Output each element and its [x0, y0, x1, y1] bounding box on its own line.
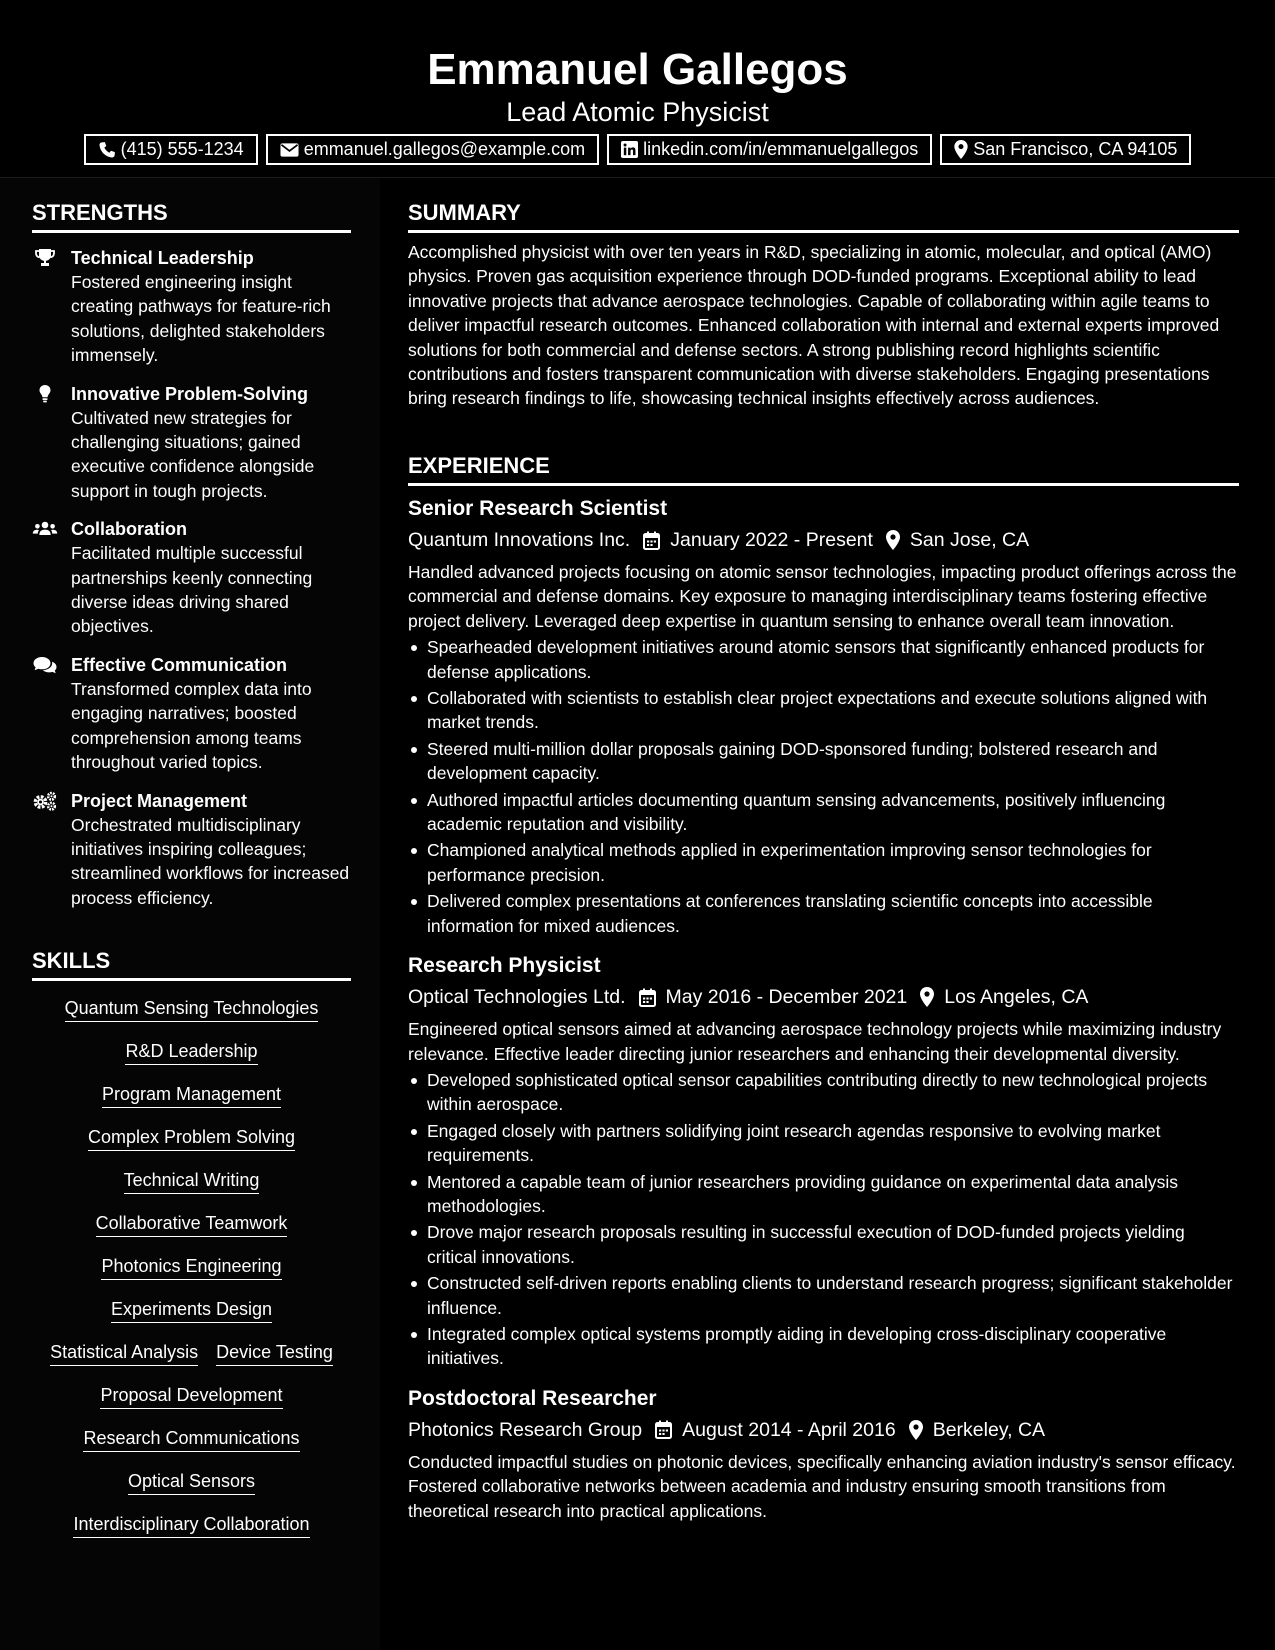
- contact-email-text: emmanuel.gallegos@example.com: [303, 139, 586, 159]
- job-dates: August 2014 - April 2016: [682, 1418, 896, 1441]
- contact-location-text: San Francisco, CA 94105: [973, 139, 1178, 159]
- bullet-item: Engaged closely with partners solidifying joint research agendas responsive to evolving market requirements.: [408, 1119, 1239, 1168]
- skill-tag: Program Management: [102, 1082, 281, 1108]
- trophy-icon: [32, 248, 58, 268]
- job-company: Optical Technologies Ltd.: [408, 986, 626, 1009]
- bullet-item: Authored impactful articles documenting quantum sensing advancements, positively influencing academic reputation and visibility.: [408, 788, 1239, 837]
- bullet-item: Steered multi-million dollar proposals gaining DOD-sponsored funding; bolstered research and development capacity.: [408, 737, 1239, 786]
- strength-name: Technical Leadership: [71, 248, 254, 268]
- bullet-item: Constructed self-driven reports enabling clients to understand research progress; significant stakeholder influence.: [408, 1271, 1239, 1320]
- job-bullets: [408, 1068, 1239, 1371]
- job-title: Senior Research Scientist: [408, 497, 668, 520]
- strengths-heading: STRENGTHS: [32, 200, 351, 233]
- contact-location[interactable]: [940, 134, 1191, 165]
- job-description: Handled advanced projects focusing on atomic sensor technologies, impacting product offerings across the commercial and defense domains. Key exposure to managing interdisciplinary teams fostering effective project delivery. Leveraged deep expertise in quantum sensing to enhance overall team innovation.: [408, 562, 1237, 631]
- job-description: Conducted impactful studies on photonic devices, specifically enhancing aviation industry's sensor efficacy. Fostered collaborative networks between academia and industry ensuring smooth transitions from theoretical research into practical applications.: [408, 1451, 1236, 1521]
- skill-tag: Technical Writing: [124, 1168, 260, 1194]
- resume-header: [0, 0, 1275, 178]
- strength-item: [32, 653, 351, 775]
- strength-desc: Facilitated multiple successful partnerships keenly connecting diverse ideas driving shared objectives.: [71, 543, 313, 637]
- bullet-item: Collaborated with scientists to establish clear project expectations and execute solutions aligned with market trends.: [408, 686, 1239, 735]
- map-marker-icon: [909, 1420, 923, 1440]
- skill-tag: Device Testing: [216, 1340, 333, 1366]
- strength-desc: Cultivated new strategies for challenging situations; gained executive confidence alongside support in tough projects.: [71, 407, 315, 501]
- bullet-item: Delivered complex presentations at conferences translating scientific concepts into accessible information for mixed audiences.: [408, 889, 1239, 938]
- job-bullets: [408, 635, 1239, 938]
- job-title: Research Physicist: [408, 954, 601, 978]
- skills-list: [32, 996, 351, 1538]
- map-marker-icon: [954, 140, 968, 159]
- job-title: Postdoctoral Researcher: [408, 1386, 657, 1410]
- skill-tag: Research Communications: [83, 1426, 299, 1452]
- skill-tag: Proposal Development: [100, 1383, 282, 1409]
- bullet-item: Integrated complex optical systems promptly aiding in developing cross-disciplinary cooperative initiatives.: [408, 1322, 1239, 1371]
- strength-item: [32, 246, 351, 368]
- contact-bar: [0, 134, 1275, 165]
- job-location: San Jose, CA: [909, 529, 1030, 551]
- strength-desc: Fostered engineering insight creating pathways for feature-rich solutions, delighted stakeholders immensely.: [71, 272, 331, 366]
- bullet-item: Drove major research proposals resulting in successful execution of DOD-funded projects yielding critical innovations.: [408, 1220, 1239, 1269]
- contact-phone-text: (415) 555-1234: [120, 139, 244, 159]
- strength-name: Effective Communication: [71, 654, 288, 675]
- job-company: Quantum Innovations Inc.: [408, 529, 631, 551]
- users-icon: [32, 519, 58, 539]
- main-column: [380, 178, 1275, 1650]
- map-marker-icon: [886, 530, 900, 550]
- calendar-icon: [639, 988, 656, 1007]
- job-entry: [408, 1385, 1239, 1523]
- contact-phone[interactable]: [84, 134, 258, 165]
- job-meta: [408, 983, 1239, 1011]
- contact-linkedin[interactable]: [607, 134, 932, 165]
- contact-linkedin-text: linkedin.com/in/emmanuelgallegos: [643, 139, 919, 159]
- job-dates: May 2016 - December 2021: [665, 986, 908, 1009]
- phone-icon: [98, 141, 116, 159]
- skills-heading: SKILLS: [32, 948, 351, 981]
- strength-item: [32, 517, 351, 639]
- job-entry: [408, 952, 1239, 1371]
- calendar-icon: [643, 531, 660, 550]
- bullet-item: Mentored a capable team of junior researchers providing guidance on experimental data analysis methodologies.: [408, 1170, 1239, 1219]
- strength-name: Collaboration: [71, 519, 187, 540]
- envelope-icon: [280, 142, 299, 158]
- skill-tag: Collaborative Teamwork: [96, 1211, 288, 1237]
- skill-tag: Optical Sensors: [128, 1469, 255, 1495]
- strength-item: [32, 789, 351, 911]
- strength-desc: Transformed complex data into engaging narratives; boosted comprehension among teams throughout varied topics.: [71, 678, 312, 773]
- strength-desc: Orchestrated multidisciplinary initiatives inspiring colleagues; streamlined workflows for increased process efficiency.: [71, 814, 350, 908]
- linkedin-icon: [621, 141, 638, 158]
- skill-tag: Statistical Analysis: [50, 1340, 198, 1366]
- job-company: Photonics Research Group: [408, 1418, 643, 1441]
- skill-tag: Interdisciplinary Collaboration: [73, 1512, 309, 1538]
- map-marker-icon: [920, 987, 934, 1007]
- strength-item: [32, 382, 351, 504]
- job-description: Engineered optical sensors aimed at advancing aerospace technology projects while maximizing industry relevance. Effective leader directing junior researchers and enhancing their developmental diversity.: [408, 1019, 1222, 1064]
- sidebar: [0, 178, 380, 1650]
- skill-tag: Experiments Design: [111, 1297, 272, 1323]
- job-dates: January 2022 - Present: [670, 529, 873, 551]
- job-location: Berkeley, CA: [932, 1418, 1046, 1441]
- job-location: Los Angeles, CA: [944, 986, 1089, 1009]
- bullet-item: Spearheaded development initiatives around atomic sensors that significantly enhanced products for defense applications.: [408, 635, 1239, 684]
- skill-tag: R&D Leadership: [125, 1039, 257, 1065]
- job-meta: [408, 1416, 1239, 1444]
- bullet-item: Developed sophisticated optical sensor capabilities contributing directly to new technological projects within aerospace.: [408, 1068, 1239, 1117]
- contact-email[interactable]: [266, 134, 599, 165]
- job-entry: [408, 495, 1239, 938]
- skill-tag: Photonics Engineering: [101, 1254, 281, 1280]
- experience-heading: EXPERIENCE: [408, 453, 1239, 486]
- skill-tag: Complex Problem Solving: [88, 1125, 295, 1151]
- candidate-name: Emmanuel Gallegos: [427, 45, 848, 94]
- experience-list: [408, 495, 1239, 1537]
- strength-name: Project Management: [71, 790, 248, 811]
- candidate-role: Lead Atomic Physicist: [506, 97, 769, 127]
- skill-tag: Quantum Sensing Technologies: [65, 996, 319, 1022]
- calendar-icon: [655, 1420, 672, 1439]
- summary-heading: SUMMARY: [408, 200, 1239, 233]
- summary-text: Accomplished physicist with over ten years in R&D, specializing in atomic, molecular, and optical (AMO) physics. Proven gas acquisition experience through DOD-funded programs. Exceptional ability to lead innovative projects that advance aerospace technologies. Capable of collaborating within agile teams to deliver impactful research outcomes. Enhanced collaboration with internal and external experts improved solutions for both commercial and defense sectors. A strong publishing record highlights scientific contributions and fosters transparent communication with diverse stakeholders. Engaging presentations bring research findings to life, showcasing technical insights effectively across audiences.: [408, 242, 1220, 409]
- job-meta: [408, 526, 1239, 554]
- bullet-item: Championed analytical methods applied in experimentation improving sensor technologies for performance precision.: [408, 838, 1239, 887]
- lightbulb-icon: [32, 384, 58, 404]
- strength-name: Innovative Problem-Solving: [71, 383, 309, 404]
- strengths-list: [32, 246, 351, 924]
- comments-icon: [32, 655, 58, 675]
- gears-icon: [32, 791, 58, 811]
